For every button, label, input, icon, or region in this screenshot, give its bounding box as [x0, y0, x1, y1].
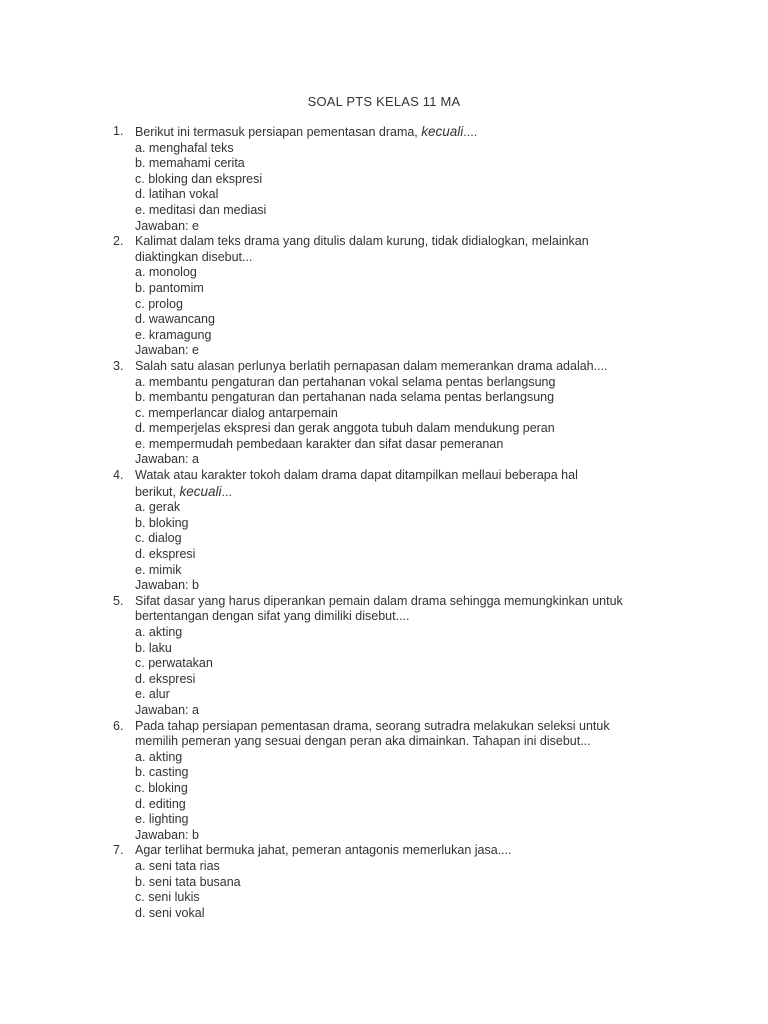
question-number: 6.	[113, 718, 124, 733]
answer-option: e. alur	[135, 687, 170, 702]
question-number: 7.	[113, 843, 124, 858]
question-text-line	[135, 234, 633, 250]
question-item	[113, 234, 633, 359]
question-text: Agar terlihat bermuka jahat, pemeran antagonis memerlukan jasa....	[135, 843, 512, 858]
answer-option: b. seni tata busana	[135, 874, 241, 889]
answer-key: Jawaban: b	[135, 827, 199, 842]
answer-option: a. membantu pengaturan dan pertahanan vokal selama pentas berlangsung	[135, 374, 556, 389]
answer-option: c. bloking	[135, 780, 188, 795]
question-text: bertentangan dengan sifat yang dimiliki disebut....	[135, 609, 410, 624]
question-text-line	[135, 359, 633, 375]
question-item	[113, 594, 633, 719]
answer-option: a. monolog	[135, 265, 197, 280]
emphasis-text: kecuali	[179, 483, 222, 499]
answer-option: d. ekspresi	[135, 671, 196, 686]
answer-option: a. akting	[135, 749, 183, 764]
question-number: 5.	[113, 593, 124, 608]
answer-option: c. bloking dan ekspresi	[135, 171, 263, 186]
answer-key: Jawaban: e	[135, 218, 199, 233]
answer-option: b. casting	[135, 765, 189, 780]
option-list	[135, 375, 633, 453]
question-text: ...	[221, 484, 232, 499]
question-text: Sifat dasar yang harus diperankan pemain dalam drama sehingga memungkinkan untuk	[135, 593, 623, 608]
question-item	[113, 843, 633, 921]
answer-option: d. seni vokal	[135, 905, 205, 920]
answer-option: d. ekspresi	[135, 547, 196, 562]
answer-key: Jawaban: a	[135, 702, 199, 717]
question-text-line	[135, 594, 633, 610]
answer-option: e. mimik	[135, 562, 182, 577]
answer-option: c. seni lukis	[135, 890, 200, 905]
answer-option: a. menghafal teks	[135, 140, 234, 155]
answer-option: b. memahami cerita	[135, 156, 245, 171]
option-list	[135, 625, 633, 703]
answer-option: d. memperjelas ekspresi dan gerak anggota tubuh dalam mendukung peran	[135, 421, 555, 436]
question-text-line	[135, 124, 633, 141]
question-text: Kalimat dalam teks drama yang ditulis dalam kurung, tidak didialogkan, melainkan	[135, 234, 589, 249]
question-item	[113, 468, 633, 594]
question-text-line	[135, 250, 633, 266]
question-text: Watak atau karakter tokoh dalam drama dapat ditampilkan mellaui beberapa hal	[135, 468, 578, 483]
answer-option: e. lighting	[135, 812, 189, 827]
answer-key: Jawaban: e	[135, 343, 199, 358]
question-text: memilih pemeran yang sesuai dengan peran aka dimainkan. Tahapan ini disebut...	[135, 734, 591, 749]
answer-option: c. memperlancar dialog antarpemain	[135, 405, 338, 420]
question-text: Berikut ini termasuk persiapan pementasan drama,	[135, 125, 422, 139]
answer-key: Jawaban: a	[135, 452, 199, 467]
question-text-line	[135, 609, 633, 625]
question-list	[113, 124, 633, 921]
answer-option: c. prolog	[135, 296, 183, 311]
answer-option: b. membantu pengaturan dan pertahanan nada selama pentas berlangsung	[135, 390, 555, 405]
question-item	[113, 719, 633, 844]
question-text-line	[135, 719, 633, 735]
answer-option: a. akting	[135, 625, 183, 639]
document-title: SOAL PTS KELAS 11 MA	[307, 94, 461, 109]
option-list	[135, 500, 633, 578]
question-item	[113, 359, 633, 468]
answer-option: a. gerak	[135, 500, 181, 515]
option-list	[135, 141, 633, 219]
answer-option: e. kramagung	[135, 327, 212, 342]
question-text: Pada tahap persiapan pementasan drama, seorang sutradra melakukan seleksi untuk	[135, 718, 610, 733]
question-number: 3.	[113, 358, 124, 373]
question-text: Salah satu alasan perlunya berlatih pernapasan dalam memerankan drama adalah....	[135, 358, 608, 373]
option-list	[135, 265, 633, 343]
question-number: 4.	[113, 468, 124, 483]
answer-option: d. wawancang	[135, 312, 215, 327]
question-text-line	[135, 484, 633, 501]
answer-option: d. latihan vokal	[135, 187, 219, 202]
question-number: 1.	[113, 124, 124, 138]
option-list	[135, 859, 633, 921]
question-text-line	[135, 468, 633, 484]
answer-option: e. meditasi dan mediasi	[135, 202, 267, 217]
question-text: berikut,	[135, 484, 180, 499]
option-list	[135, 750, 633, 828]
question-item	[113, 124, 633, 234]
answer-option: d. editing	[135, 796, 186, 811]
answer-key: Jawaban: b	[135, 578, 199, 593]
answer-option: c. perwatakan	[135, 656, 213, 671]
answer-option: c. dialog	[135, 531, 182, 546]
answer-option: b. pantomim	[135, 280, 204, 295]
question-text: ....	[463, 125, 478, 139]
answer-option: b. bloking	[135, 515, 189, 530]
emphasis-text: kecuali	[421, 124, 464, 139]
question-text: diaktingkan disebut...	[135, 249, 253, 264]
answer-option: a. seni tata rias	[135, 858, 220, 873]
question-text-line	[135, 734, 633, 750]
answer-option: b. laku	[135, 640, 172, 655]
question-text-line	[135, 843, 633, 859]
answer-option: e. mempermudah pembedaan karakter dan sifat dasar pemeranan	[135, 436, 504, 451]
question-number: 2.	[113, 234, 124, 249]
